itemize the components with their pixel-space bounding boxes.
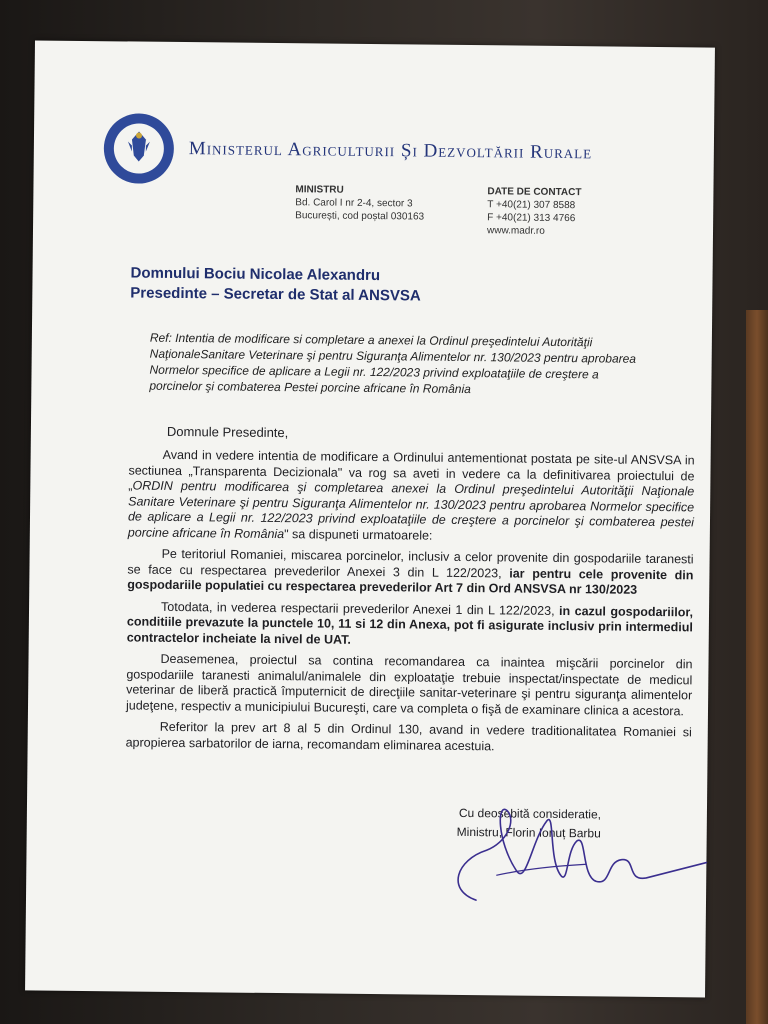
- paragraph: Deasemenea, proiectul sa contina recomandarea ca inaintea mişcării porcinelor din gospodariile taranesti animalul/animalele din exploataţie trebuie inspectat/inspectate de medicul veterinar de liberă practică împuternicit de direcţiile sanitar-veterinare şi pentru siguranţa alimentelor judeţene, respectiv a municipiului Bucureşti, care va completa o fişă de examinare clinica a acestora.: [125, 651, 693, 718]
- handwritten-signature: [436, 780, 717, 913]
- paragraph: Referitor la prev art 8 al 5 din Ordinul 130, avand in vedere traditionalitatea Romaniei si apropierea sarbatorilor de iarna, recomandam eliminarea acestuia.: [125, 719, 692, 753]
- contact-title: DATE DE CONTACT: [487, 186, 582, 199]
- ministry-title: Ministerul Agriculturii Și Dezvoltării Rurale: [188, 138, 593, 164]
- contact-title: MINISTRU: [295, 184, 344, 196]
- paragraph: Pe teritoriul Romaniei, miscarea porcinelor, inclusiv a celor provenite din gospodariile taranesti se face cu respectarea prevederilor Anexei 3 din L 122/2023, iar pentru cele provenite din gospodariile populatiei cu respectarea prevederilor Art 7 din Ord ANSVSA nr 130/2023: [127, 546, 694, 597]
- wood-surface: [746, 310, 768, 1024]
- addressee-block: [130, 263, 690, 309]
- contact-details-block: [487, 185, 582, 238]
- letter-sheet: [25, 40, 715, 997]
- signer-name: Ministru, Florin Ionuț Barbu: [456, 824, 601, 841]
- contact-address-block: [295, 183, 424, 223]
- addressee-title: Presedinte – Secretar de Stat al ANSVSA: [130, 284, 421, 305]
- phone-number: T +40(21) 307 8588: [487, 199, 576, 212]
- address-line: Bd. Carol I nr 2-4, sector 3: [295, 197, 413, 210]
- reference-text: Ref: Intentia de modificare si completare a anexei la Ordinul preşedintelui Autorităţii NaţionaleSanitare Veterinare şi pentru Siguranţa Alimentelor nr. 130/2023 pentru aprobarea Normelor specifice de aplicare a Legii nr. 122/2023 privind exploataţiile de creştere a porcinelor şi combaterea Pestei porcine africane în România: [149, 330, 637, 397]
- letter-body: [126, 447, 695, 762]
- paragraph: Totodata, in vederea respectarii prevederilor Anexei 1 din L 122/2023, in cazul gospodariilor, conditiile prevazute la punctele 10, 11 si 12 din Anexa, pot fi asigurate inclusiv prin intermediul contractelor incheiate la nivel de UAT.: [126, 599, 694, 647]
- fax-number: F +40(21) 313 4766: [487, 212, 576, 225]
- website: www.madr.ro: [486, 225, 545, 237]
- paragraph: Avand in vedere intentia de modificare a Ordinului antementionat postata pe site-ul ANSVSA in sectiunea „Transparenta Decizionala" va rog sa aveti in vedere ca la definitivarea proiectului de „ORDIN pentru modificarea şi completarea anexei la Ordinul preşedintelui Autorităţii Naţionale Sanitare Veterinare şi pentru Siguranţa Alimentelor nr. 130/2023 pentru aprobarea Normelor specifice de aplicare a Legii nr. 122/2023 privind exploataţiile de creştere a porcinelor şi combaterea pestei porcine africane în România" sa dispuneti urmatoarele:: [127, 447, 695, 543]
- government-emblem-icon: [101, 111, 176, 186]
- addressee-name: Domnului Bociu Nicolae Alexandru: [130, 264, 381, 285]
- closing-line: Cu deosebită consideratie,: [458, 805, 602, 822]
- greeting: Domnule Presedinte,: [166, 423, 289, 441]
- address-line: București, cod poștal 030163: [295, 210, 425, 223]
